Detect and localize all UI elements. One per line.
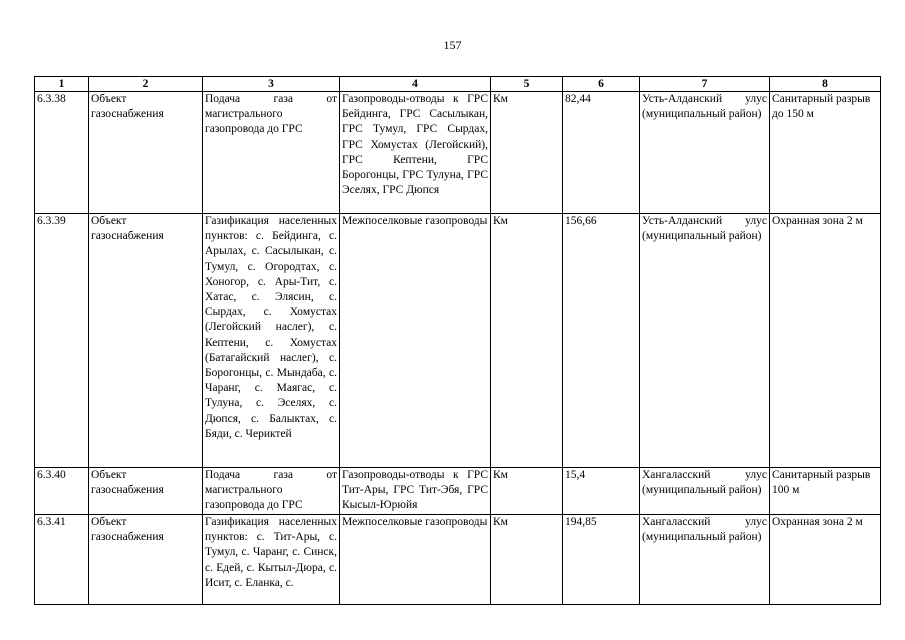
- row-zone: Охранная зона 2 м: [770, 214, 881, 468]
- row-value: 15,4: [563, 468, 640, 515]
- column-header: 4: [340, 77, 491, 92]
- table-row: [35, 92, 881, 214]
- row-location: Усть-Алданский улус (муниципальный район): [640, 214, 770, 468]
- row-name: Газопроводы-отводы к ГРС Бейдинга, ГРС Сасылыкан, ГРС Тумул, ГРС Сырдах, ГРС Хомустах (Легойский), ГРС Кептени, ГРС Борогонцы, ГРС Тулуна, ГРС Эселях, ГРС Дюпся: [340, 92, 491, 214]
- row-unit: Км: [491, 92, 563, 214]
- row-location: Усть-Алданский улус (муниципальный район): [640, 92, 770, 214]
- row-name: Газопроводы-отводы к ГРС Тит-Ары, ГРС Тит-Эбя, ГРС Кысыл-Юрюйя: [340, 468, 491, 515]
- column-header: 5: [491, 77, 563, 92]
- row-zone: Санитарный разрыв 100 м: [770, 468, 881, 515]
- column-header: 6: [563, 77, 640, 92]
- row-zone: Охранная зона 2 м: [770, 515, 881, 605]
- page-number: 157: [443, 38, 462, 52]
- row-name: Межпоселковые газопроводы: [340, 515, 491, 605]
- row-location: Хангаласский улус (муниципальный район): [640, 515, 770, 605]
- infrastructure-table: [34, 76, 881, 605]
- row-object: Объект газоснабжения: [89, 214, 203, 468]
- table-row: [35, 214, 881, 468]
- column-header: 2: [89, 77, 203, 92]
- row-purpose: Газификация населенных пунктов: с. Бейдинга, с. Арылах, с. Сасылыкан, с. Тумул, с. Огородтах, с. Хоногор, с. Ары-Тит, с. Хатас, с. Элясин, с. Сырдах, с. Хомустах (Легойский наслег), с. Кептени, с. Хомустах (Батагайский наслег), с. Борогонцы, с. Мындаба, с. Чаранг, с. Маягас, с. Тулуна, с. Эселях, с. Дюпся, с. Балыктах, с. Бяди, с. Чериктей: [203, 214, 340, 468]
- column-header: 7: [640, 77, 770, 92]
- row-value: 194,85: [563, 515, 640, 605]
- row-unit: Км: [491, 214, 563, 468]
- table-row: [35, 515, 881, 605]
- row-value: 82,44: [563, 92, 640, 214]
- row-object: Объект газоснабжения: [89, 468, 203, 515]
- column-header: 8: [770, 77, 881, 92]
- row-code: 6.3.40: [35, 468, 89, 515]
- row-unit: Км: [491, 515, 563, 605]
- row-purpose: Подача газа от магистрального газопровода до ГРС: [203, 468, 340, 515]
- table-row: [35, 468, 881, 515]
- row-code: 6.3.41: [35, 515, 89, 605]
- row-unit: Км: [491, 468, 563, 515]
- row-purpose: Подача газа от магистрального газопровода до ГРС: [203, 92, 340, 214]
- row-value: 156,66: [563, 214, 640, 468]
- row-code: 6.3.38: [35, 92, 89, 214]
- row-name: Межпоселковые газопроводы: [340, 214, 491, 468]
- row-zone: Санитарный разрыв до 150 м: [770, 92, 881, 214]
- row-purpose: Газификация населенных пунктов: с. Тит-Ары, с. Тумул, с. Чаранг, с. Синск, с. Едей, с. Кытыл-Дюра, с. Исит, с. Еланка, с.: [203, 515, 340, 605]
- column-header: 1: [35, 77, 89, 92]
- table-header-row: [35, 77, 881, 92]
- row-location: Хангаласский улус (муниципальный район): [640, 468, 770, 515]
- row-code: 6.3.39: [35, 214, 89, 468]
- row-object: Объект газоснабжения: [89, 515, 203, 605]
- column-header: 3: [203, 77, 340, 92]
- row-object: Объект газоснабжения: [89, 92, 203, 214]
